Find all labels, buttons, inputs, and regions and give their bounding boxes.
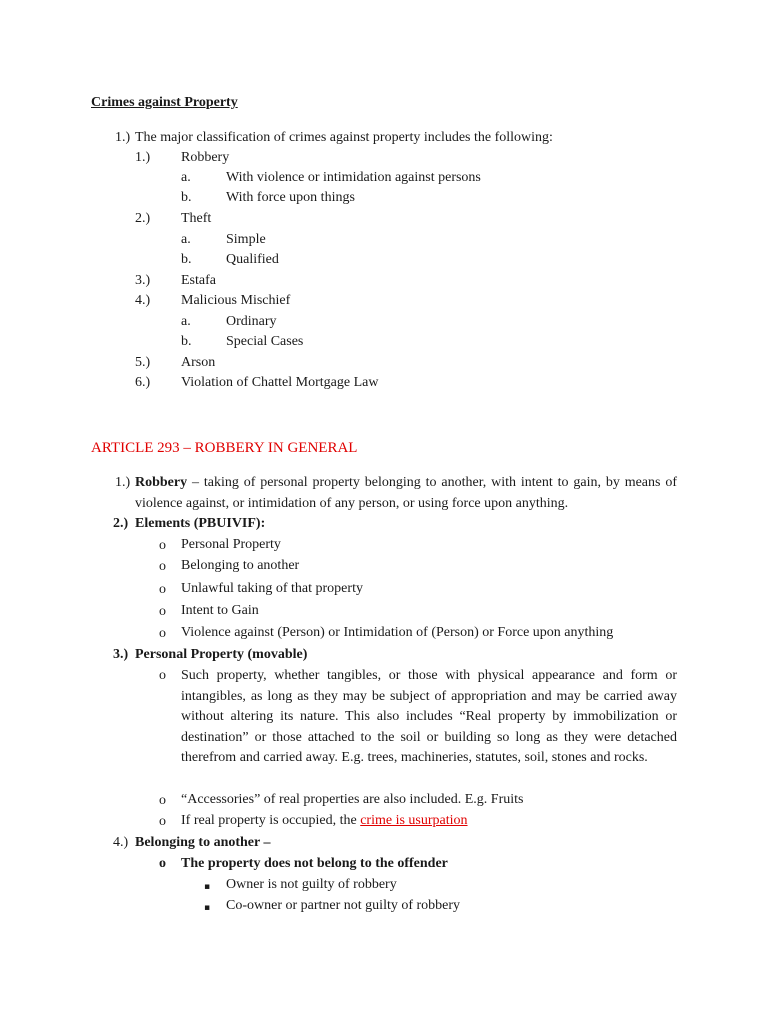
page-title: Crimes against Property <box>91 95 238 110</box>
class-item-number: 5.) <box>135 355 151 370</box>
sub-letter: a. <box>181 314 191 329</box>
list-bullet: o <box>159 668 166 683</box>
sub-item: With force upon things <box>226 190 355 205</box>
sub-letter: b. <box>181 334 192 349</box>
class-item-number: 1.) <box>135 150 151 165</box>
sub-letter: a. <box>181 232 191 247</box>
personal-property-paragraph: Such property, whether tangibles, or those with physical appearance and form or intangibles, as long as they may be subject of appropriation and may be carried away without altering its nature. This also includes “Real property by immobilization or destination” or those attached to the soil or building so long as they were detached therefrom and carried away. E.g. trees, machineries, statutes, soil, stones and rocks. <box>181 668 677 765</box>
square-bullet: ▪ <box>204 903 211 913</box>
sub-letter: b. <box>181 190 192 205</box>
list-item: The property does not belong to the offender <box>181 856 448 871</box>
sub-item: Special Cases <box>226 334 304 349</box>
list-item: Belonging to another <box>181 558 300 573</box>
class-item-label: Theft <box>181 211 212 226</box>
intro-number: 1.) <box>115 130 131 145</box>
def-number: 1.) <box>115 475 131 490</box>
intro-text: The major classification of crimes against property includes the following: <box>135 130 553 145</box>
class-item-label: Estafa <box>181 273 216 288</box>
list-item: Unlawful taking of that property <box>181 581 363 596</box>
occupied-text: If real property is occupied, the <box>181 813 361 828</box>
class-item-number: 3.) <box>135 273 151 288</box>
sub-item: With violence or intimidation against persons <box>226 170 481 185</box>
list-bullet: o <box>159 856 166 871</box>
class-item-number: 6.) <box>135 375 151 390</box>
section-number: 4.) <box>113 835 129 850</box>
list-bullet: o <box>159 793 166 808</box>
sub-item: Simple <box>226 232 266 247</box>
definition-term: Robbery <box>135 475 188 490</box>
section-number: 2.) <box>113 516 129 531</box>
section-heading: Elements (PBUIVIF): <box>135 516 266 531</box>
list-item: Personal Property <box>181 537 281 552</box>
list-item: “Accessories” of real properties are also included. E.g. Fruits <box>181 792 524 807</box>
class-item-label: Violation of Chattel Mortgage Law <box>181 375 379 390</box>
robbery-definition <box>135 473 677 514</box>
class-item-number: 4.) <box>135 293 151 308</box>
sub-letter: b. <box>181 252 192 267</box>
class-item-label: Robbery <box>181 150 230 165</box>
list-bullet: o <box>159 582 166 597</box>
list-bullet: o <box>159 604 166 619</box>
square-bullet: ▪ <box>204 882 211 892</box>
sub-item: Qualified <box>226 252 279 267</box>
list-bullet: o <box>159 538 166 553</box>
section-heading: Belonging to another – <box>135 835 271 850</box>
usurpation-link[interactable]: crime is usurpation <box>360 813 468 828</box>
class-item-label: Malicious Mischief <box>181 293 291 308</box>
list-item: Co-owner or partner not guilty of robbery <box>226 898 461 913</box>
list-item: Intent to Gain <box>181 603 259 618</box>
sub-letter: a. <box>181 170 191 185</box>
list-bullet: o <box>159 559 166 574</box>
class-item-number: 2.) <box>135 211 151 226</box>
sub-item: Ordinary <box>226 314 277 329</box>
list-item: Owner is not guilty of robbery <box>226 877 397 892</box>
section-number: 3.) <box>113 647 129 662</box>
list-bullet: o <box>159 626 166 641</box>
definition-text: – taking of personal property belonging to another, with intent to gain, by means of violence against, or intimidation of any person, or using force upon anything. <box>135 475 677 511</box>
list-item: Violence against (Person) or Intimidation of (Person) or Force upon anything <box>181 625 614 640</box>
class-item-label: Arson <box>181 355 216 370</box>
list-item <box>181 812 468 830</box>
list-bullet: o <box>159 814 166 829</box>
section-heading: Personal Property (movable) <box>135 647 308 662</box>
article-heading: ARTICLE 293 – ROBBERY IN GENERAL <box>91 440 358 456</box>
